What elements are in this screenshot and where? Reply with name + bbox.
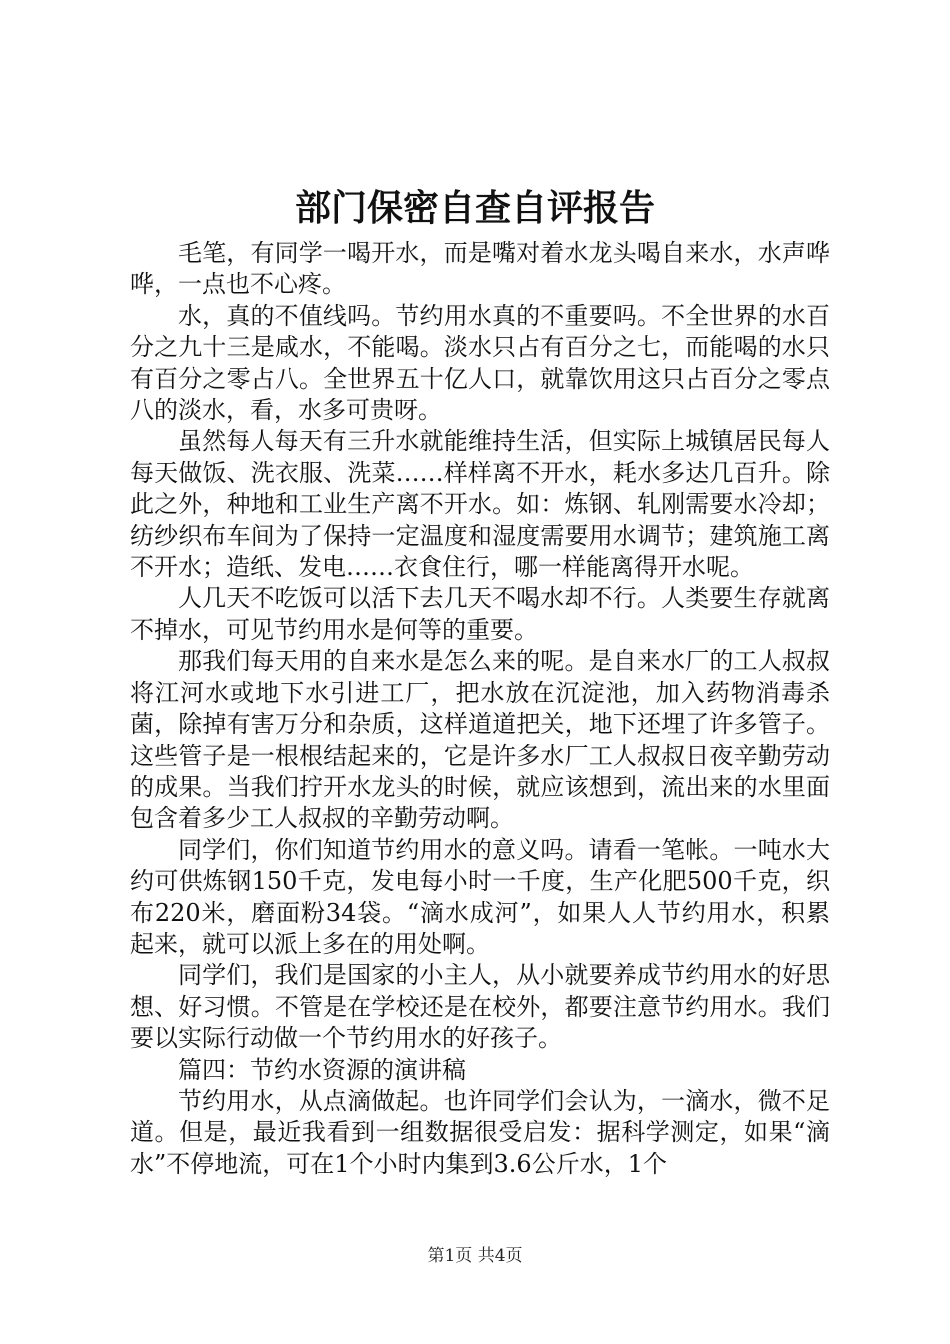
document-body <box>130 238 830 1180</box>
section-heading: 篇四：节约水资源的演讲稿 <box>178 1055 466 1084</box>
paragraph: 同学们，你们知道节约用水的意义吗。请看一笔帐。一吨水大约可供炼钢150千克，发电每小时一千度，生产化肥500千克，织布220米，磨面粉34袋。“滴水成河”，如果人人节约用水，积累起来，就可以派上多在的用处啊。 <box>130 835 830 958</box>
paragraph: 节约用水，从点滴做起。也许同学们会认为，一滴水，微不足道。但是，最近我看到一组数据很受启发：据科学测定，如果“滴水”不停地流，可在1个小时内集到3.6公斤水，1个 <box>130 1086 830 1178</box>
paragraph: 那我们每天用的自来水是怎么来的呢。是自来水厂的工人叔叔将江河水或地下水引进工厂，把水放在沉淀池，加入药物消毒杀菌，除掉有害万分和杂质，这样道道把关，地下还埋了许多管子。这些管子是一根根结起来的，它是许多水厂工人叔叔日夜辛勤劳动的成果。当我们拧开水龙头的时候，就应该想到，流出来的水里面包含着多少工人叔叔的辛勤劳动啊。 <box>130 647 830 833</box>
paragraph: 水，真的不值线吗。节约用水真的不重要吗。不全世界的水百分之九十三是咸水，不能喝。淡水只占有百分之七，而能喝的水只有百分之零占八。全世界五十亿人口，就靠饮用这只占百分之零点八的淡水，看，水多可贵呀。 <box>130 301 830 425</box>
page-footer: 第1页 共4页 <box>427 1246 523 1266</box>
paragraph: 虽然每人每天有三升水就能维持生活，但实际上城镇居民每人每天做饭、洗衣服、洗菜……样样离不开水，耗水多达几百升。除此之外，种地和工业生产离不开水。如：炼钢、轧刚需要水冷却；纺纱织布车间为了保持一定温度和湿度需要用水调节；建筑施工离不开水；造纸、发电……衣食住行，哪一样能离得开水呢。 <box>130 427 830 582</box>
paragraph: 同学们，我们是国家的小主人，从小就要养成节约用水的好思想、好习惯。不管是在学校还是在校外，都要注意节约用水。我们要以实际行动做一个节约用水的好孩子。 <box>130 961 830 1053</box>
paragraph: 毛笔，有同学一喝开水，而是嘴对着水龙头喝自来水，水声哗哗，一点也不心疼。 <box>130 239 830 299</box>
document-title: 部门保密自查自评报告 <box>294 187 655 229</box>
paragraph: 人几天不吃饭可以活下去几天不喝水却不行。人类要生存就离不掉水，可见节约用水是何等的重要。 <box>130 584 830 644</box>
